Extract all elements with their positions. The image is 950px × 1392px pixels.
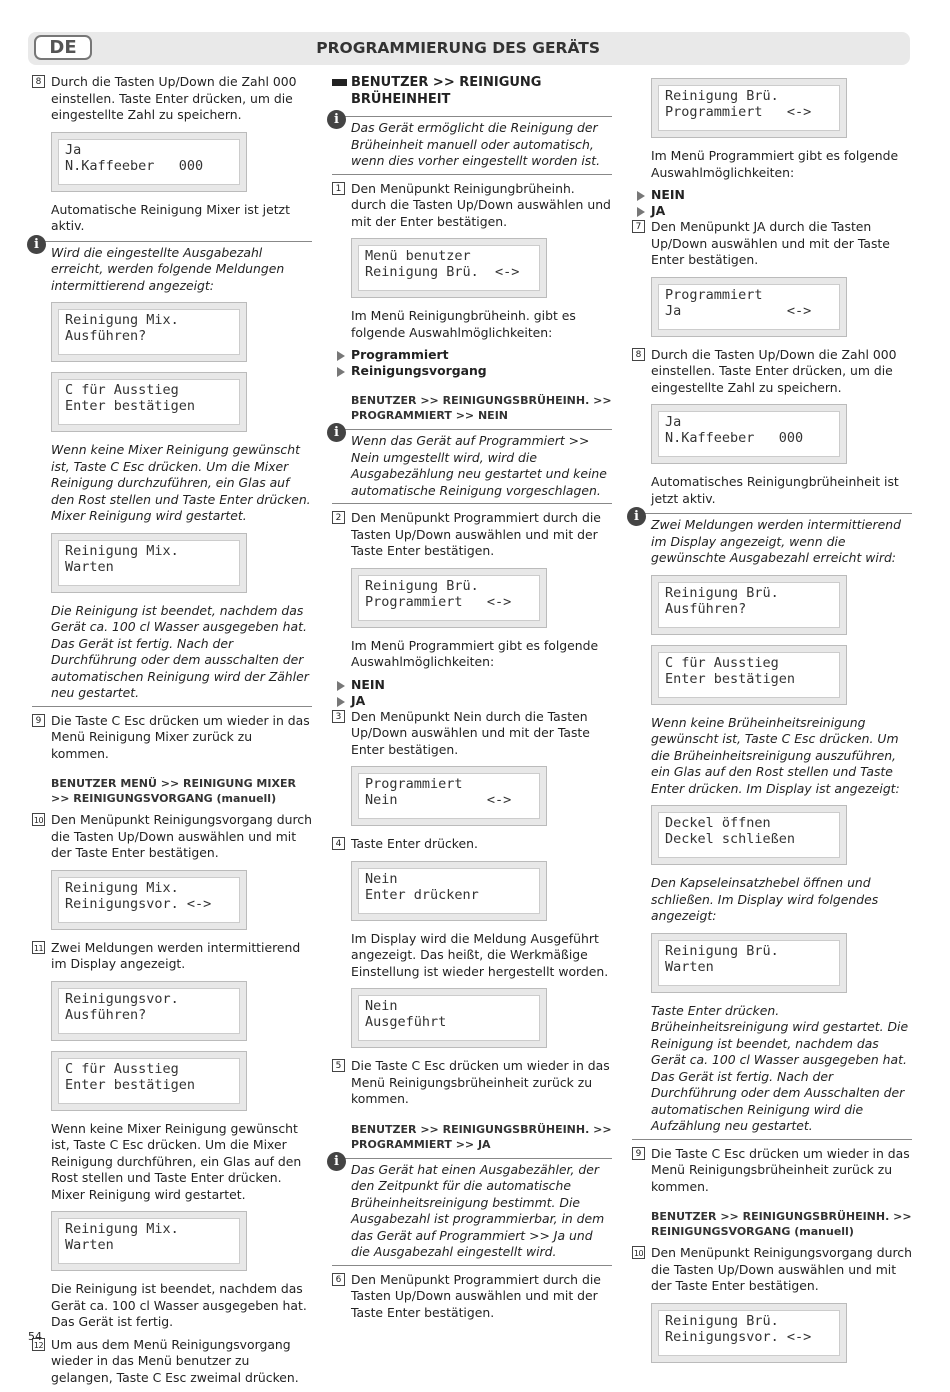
lcd-display: Ja N.Kaffeeber 000 (51, 132, 247, 192)
lcd-display: Reinigung Mix. Warten (51, 1211, 247, 1271)
info-note: i Das Gerät hat einen Ausgabezähler, der den Zeitpunkt für die automatische Brüheinheitsreinigung bestimmt. Die Ausgabezahl ist programmierbar, in dem das Gerät auf Programmiert >> Ja und die Ausgabezahl eingestellt wird. (332, 1158, 612, 1266)
paragraph: Im Menü Reinigungbrüheinh. gibt es folgende Auswahlmöglichkeiten: (351, 308, 576, 340)
lcd-display: Reinigung Mix. Warten (51, 533, 247, 593)
option-item: Programmiert (332, 347, 612, 363)
step-number: 12 (32, 1338, 45, 1351)
step-number: 2 (332, 511, 345, 524)
option-item: Reinigungsvorgang (332, 363, 612, 379)
step-number: 10 (632, 1246, 645, 1259)
lcd-display: Reinigung Brü. Programmiert <-> (351, 568, 547, 628)
step-number: 8 (32, 75, 45, 88)
note-text: Taste Enter drücken. Brüheinheitsreinigung wird gestartet. Die Reinigung ist beendet, nachdem das Gerät ca. 100 cl Wasser ausgegeben hat. Das Gerät ist fertig. Nach der Durchführung oder dem Ausschalten der automatischen Reinigung wird die Aufzählung neu gestartet. (632, 1003, 912, 1140)
step-9: 9 Die Taste C Esc drücken um wieder in das Menü Reinigung Mixer zurück zu kommen. (32, 713, 312, 763)
step-3: 3 Den Menüpunkt Nein durch die Tasten Up/Down auswählen und mit der Taste Enter bestätigen. (332, 709, 612, 759)
step-number: 9 (632, 1147, 645, 1160)
lcd-display: Deckel öffnen Deckel schließen (651, 805, 847, 865)
lcd-display: Reinigung Brü. Reinigungsvor. <-> (651, 1303, 847, 1363)
lcd-display: Reinigung Brü. Ausführen? (651, 575, 847, 635)
option-item: NEIN (332, 677, 612, 693)
info-icon: i (327, 1152, 346, 1171)
note-text: Wenn keine Mixer Reinigung gewünscht ist, Taste C Esc drücken. Um die Mixer Reinigung durchzuführen, ein Glas auf den Rost stellen und Taste Enter drücken. Mixer Reinigung wird gestartet. (51, 442, 311, 523)
section-heading: BENUTZER >> REINIGUNGSBRÜHEINH. >> PROGRAMMIERT >> NEIN (351, 394, 612, 422)
info-note: i Das Gerät ermöglicht die Reinigung der Brüheinheit manuell oder automatisch, wenn dies vorher eingestellt worden ist. (332, 116, 612, 175)
note-text: Die Reinigung ist beendet, nachdem das Gerät ca. 100 cl Wasser ausgegeben hat. Das Gerät ist fertig. Nach der Durchführung oder dem ausschalten der automatischen Reinigung wird der Zähler neu gestartet. (32, 603, 312, 707)
step-number: 8 (632, 348, 645, 361)
step-11: 11 Zwei Meldungen werden intermittierend im Display angezeigt. (33, 939, 301, 971)
paragraph: Im Menü Programmiert gibt es folgende Auswahlmöglichkeiten: (651, 148, 899, 180)
paragraph: Im Display wird die Meldung Ausgeführt angezeigt. Das heißt, die Werkmäßige Einstellung ist wieder hergestellt worden. (351, 930, 609, 979)
lcd-display: Nein Ausgeführt (351, 988, 547, 1048)
option-item: NEIN (632, 187, 912, 203)
lcd-display: C für Ausstieg Enter bestätigen (651, 645, 847, 705)
lcd-display: Reinigung Mix. Reinigungsvor. <-> (51, 870, 247, 930)
paragraph: Automatisches Reinigungbrüheinheit ist jetzt aktiv. (651, 474, 899, 506)
lcd-display: Ja N.Kaffeeber 000 (651, 404, 847, 464)
lcd-display: Programmiert Ja <-> (651, 277, 847, 337)
section-heading: BENUTZER MENÜ >> REINIGUNG MIXER >> REINIGUNGSVORGANG (manuell) (51, 777, 296, 805)
info-note: i Zwei Meldungen werden intermittierend im Display angezeigt, wenn die gewünschte Ausgabezahl erreicht wird: (632, 513, 912, 567)
language-badge: DE (34, 35, 92, 60)
step-10: 10 Den Menüpunkt Reinigungsvorgang durch die Tasten Up/Down auswählen und mit der Taste Enter bestätigen. (33, 812, 312, 860)
lcd-display: Reinigung Brü. Programmiert <-> (651, 78, 847, 138)
step-number: 4 (332, 837, 345, 850)
step-2: 2 Den Menüpunkt Programmiert durch die Tasten Up/Down auswählen und mit der Taste Enter bestätigen. (332, 510, 612, 560)
step-number: 9 (32, 714, 45, 727)
lcd-display: Reinigung Brü. Warten (651, 933, 847, 993)
paragraph: Die Reinigung ist beendet, nachdem das Gerät ca. 100 cl Wasser ausgegeben hat. Das Gerät ist fertig. (51, 1281, 307, 1329)
step-number: 5 (332, 1059, 345, 1072)
step-number: 7 (632, 220, 645, 233)
info-icon: i (327, 110, 346, 129)
section-bar-icon (332, 79, 347, 86)
info-icon: i (627, 507, 646, 526)
step-8: 8 Durch die Tasten Up/Down die Zahl 000 einstellen. Taste Enter drücken, um die eingestellte Zahl zu speichern. (632, 347, 912, 397)
page-number: 54 (28, 1330, 42, 1343)
step-number: 3 (332, 710, 345, 723)
lcd-display: Reinigungsvor. Ausführen? (51, 981, 247, 1041)
section-heading: BENUTZER >> REINIGUNGSBRÜHEINH. >> PROGRAMMIERT >> JA (351, 1122, 612, 1151)
step-1: 1 Den Menüpunkt Reinigungbrüheinh. durch die Tasten Up/Down auswählen und mit der Enter bestätigen. (332, 181, 612, 231)
lcd-display: Reinigung Mix. Ausführen? (51, 302, 247, 362)
step-number: 11 (32, 941, 45, 954)
info-icon: i (327, 423, 346, 442)
step-number: 10 (32, 813, 45, 826)
note-text: Den Kapseleinsatzhebel öffnen und schließen. Im Display wird folgendes angezeigt: (651, 875, 879, 923)
info-icon: i (27, 235, 46, 254)
note-text: Wenn keine Brüheinheitsreinigung gewünscht ist, Taste C Esc drücken. Um die Brüheinheitsreinigung auszuführen, ein Glas auf den Rost stellen und Taste Enter drücken. Im Display ist angezeigt: (651, 714, 900, 796)
step-6: 6 Den Menüpunkt Programmiert durch die Tasten Up/Down auswählen und mit der Taste Enter bestätigen. (332, 1272, 612, 1322)
step-10: 10 Den Menüpunkt Reinigungsvorgang durch die Tasten Up/Down auswählen und mit der Taste Enter bestätigen. (633, 1245, 912, 1293)
column-3 (632, 74, 912, 1373)
info-note: i Wenn das Gerät auf Programmiert >> Nein umgestellt wird, wird die Ausgabezählung neu gestartet und keine automatische Reinigung vorgeschlagen. (332, 429, 612, 504)
page-title: PROGRAMMIERUNG DES GERÄTS (316, 39, 600, 57)
section-heading: BENUTZER >> REINIGUNGSBRÜHEINH. >> REINIGUNGSVORGANG (manuell) (651, 1210, 912, 1238)
step-8: 8 Durch die Tasten Up/Down die Zahl 000 einstellen. Taste Enter drücken, um die eingestellte Zahl zu speichern. (32, 74, 312, 124)
option-item: JA (332, 693, 612, 709)
step-12: 12 Um aus dem Menü Reinigungsvorgang wieder in das Menü benutzer zu gelangen, Taste C Esc zweimal drücken. (33, 1336, 299, 1385)
section-title: BENUTZER >> REINIGUNG BRÜHEINHEIT (332, 74, 612, 108)
lcd-display: Menü benutzer Reinigung Brü. <-> (351, 238, 547, 298)
step-9: 9 Die Taste C Esc drücken um wieder in das Menü Reinigungsbrüheinheit zurück zu kommen. (632, 1146, 912, 1196)
paragraph: Automatische Reinigung Mixer ist jetzt aktiv. (51, 201, 290, 233)
column-2 (332, 74, 612, 1327)
column-1 (32, 74, 312, 1392)
info-note: i Wird die eingestellte Ausgabezahl erreicht, werden folgende Meldungen intermittierend angezeigt: (32, 241, 312, 295)
paragraph: Wenn keine Mixer Reinigung gewünscht ist, Taste C Esc drücken. Um die Mixer Reinigung durchführen, ein Glas auf den Rost stellen und Taste Enter drücken. Mixer Reinigung wird gestartet. (51, 1120, 302, 1202)
lcd-display: C für Ausstieg Enter bestätigen (51, 1051, 247, 1111)
step-4: 4 Taste Enter drücken. (332, 836, 612, 853)
page-header (28, 32, 910, 65)
step-7: 7 Den Menüpunkt JA durch die Tasten Up/Down auswählen und mit der Taste Enter bestätigen. (632, 219, 912, 269)
lcd-display: Nein Enter drückenr (351, 861, 547, 921)
step-number: 6 (332, 1273, 345, 1286)
lcd-display: C für Ausstieg Enter bestätigen (51, 372, 247, 432)
paragraph: Im Menü Programmiert gibt es folgende Auswahlmöglichkeiten: (351, 637, 599, 669)
option-item: JA (632, 203, 912, 219)
step-5: 5 Die Taste C Esc drücken um wieder in das Menü Reinigungsbrüheinheit zurück zu kommen. (332, 1058, 612, 1108)
lcd-display: Programmiert Nein <-> (351, 766, 547, 826)
step-number: 1 (332, 182, 345, 195)
